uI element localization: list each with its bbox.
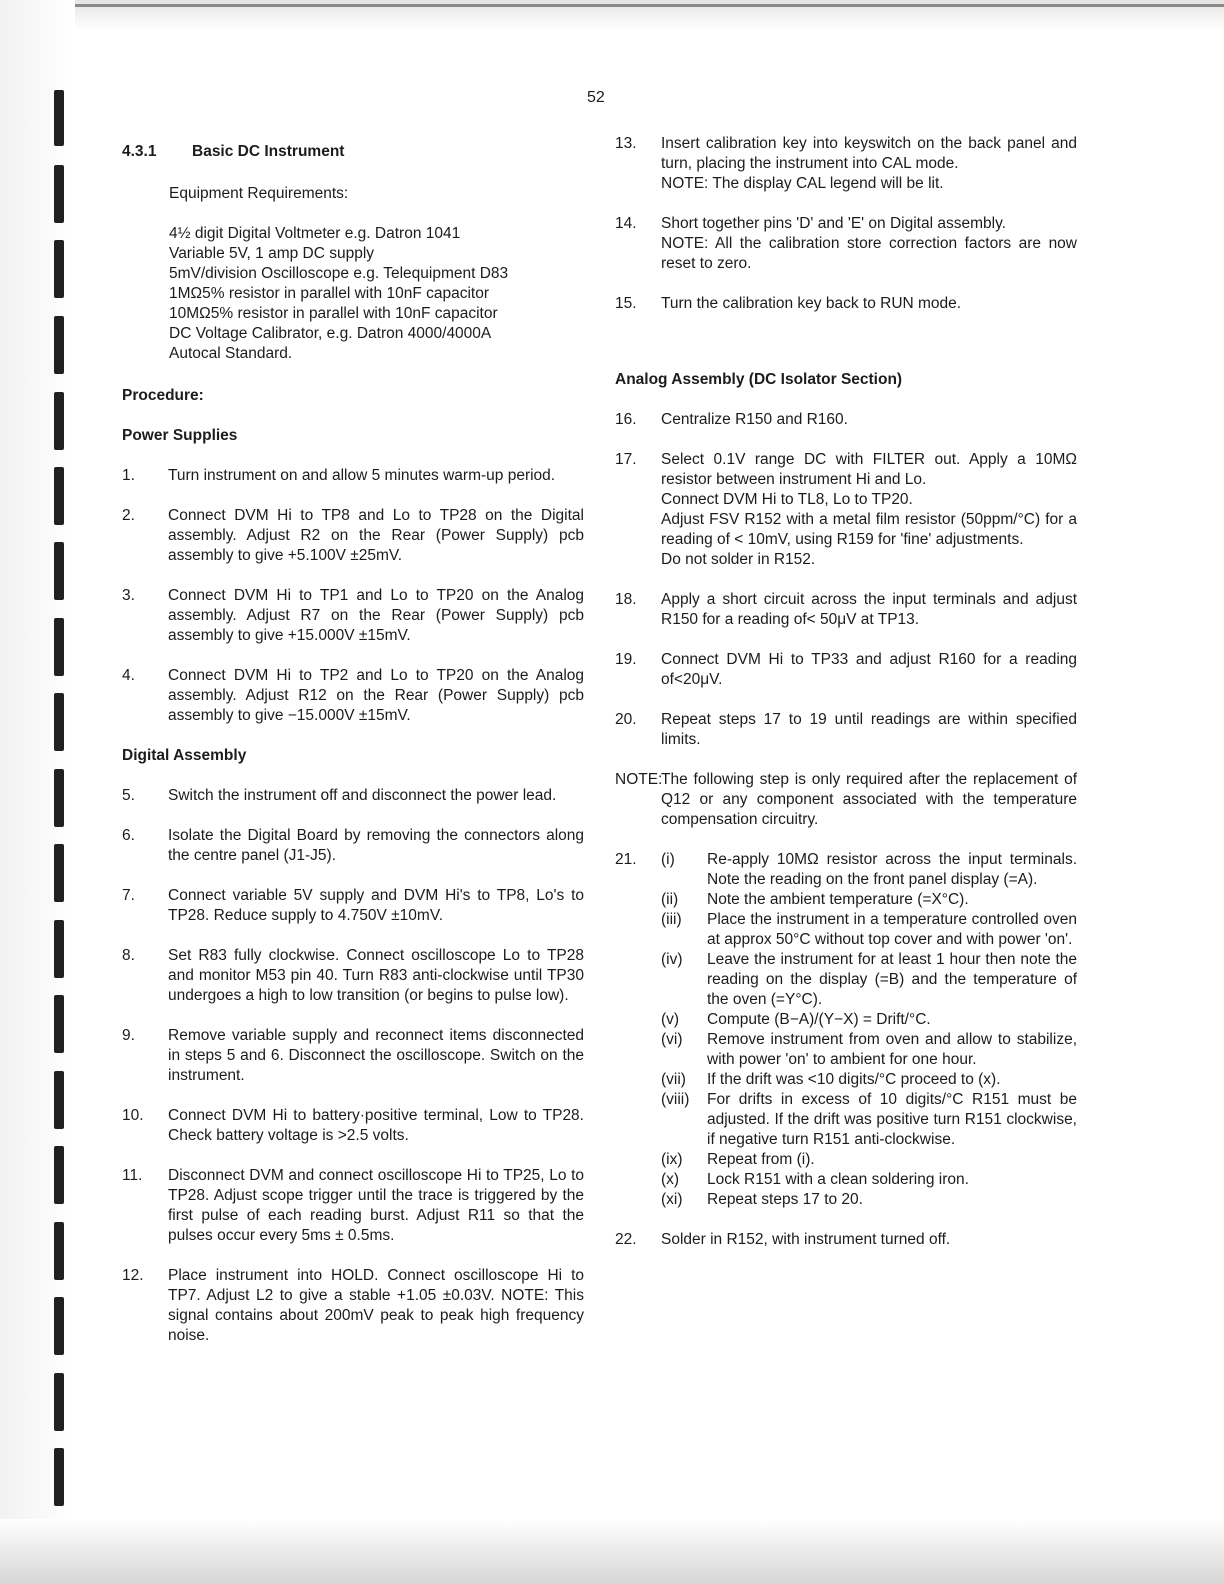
binding-hole — [54, 1146, 64, 1204]
procedure-step — [615, 214, 1077, 274]
step-extra: Adjust FSV R152 with a metal film resistor (50ppm/°C) for a reading of < 10mV, using R159 for 'fine' adjustments. — [661, 511, 1077, 548]
binding-edge — [0, 0, 75, 1584]
sub-step — [661, 1090, 1077, 1150]
binding-hole — [54, 1222, 64, 1280]
sub-step — [661, 850, 1077, 890]
procedure-step — [122, 1266, 584, 1346]
step-number: 14. — [615, 215, 637, 232]
step-number: 12. — [122, 1267, 144, 1284]
equipment-item: 10MΩ5% resistor in parallel with 10nF capacitor — [169, 305, 498, 322]
step-text: Turn the calibration key back to RUN mode. — [661, 295, 962, 312]
sub-step-number: (v) — [661, 1011, 680, 1028]
sub-step — [661, 1070, 1077, 1090]
step-text: Apply a short circuit across the input terminals and adjust R150 for a reading of< 50μV at TP13. — [661, 591, 1077, 628]
binding-hole — [54, 542, 64, 600]
procedure-step — [122, 886, 584, 926]
step-text: Connect DVM Hi to TP8 and Lo to TP28 on the Digital assembly. Adjust R2 on the Rear (Power Supply) pcb assembly to give +5.100V ±25mV. — [168, 507, 584, 564]
page-number: 52 — [587, 89, 605, 106]
binding-hole — [54, 920, 64, 978]
step-text: Connect DVM Hi to TP2 and Lo to TP20 on the Analog assembly. Adjust R12 on the Rear (Power Supply) pcb assembly to give −15.000V ±15mV. — [168, 667, 584, 724]
step-text: Select 0.1V range DC with FILTER out. Apply a 10MΩ resistor between instrument Hi and Lo. — [661, 451, 1077, 488]
step-number: 16. — [615, 411, 637, 428]
step-note: NOTE: The display CAL legend will be lit. — [661, 175, 944, 192]
step-text: Connect DVM Hi to TP33 and adjust R160 for a reading of<20μV. — [661, 651, 1077, 688]
binding-hole — [54, 693, 64, 751]
step-text: Set R83 fully clockwise. Connect oscilloscope Lo to TP28 and monitor M53 pin 40. Turn R83 anti-clockwise until TP30 undergoes a high to low transition (or begins to pulse low). — [168, 947, 584, 1004]
equipment-item: Variable 5V, 1 amp DC supply — [169, 245, 375, 262]
step-number: 19. — [615, 651, 637, 668]
binding-hole — [54, 1071, 64, 1129]
step-number: 9. — [122, 1027, 135, 1044]
procedure-step — [615, 650, 1077, 690]
step-text: Connect variable 5V supply and DVM Hi's to TP8, Lo's to TP28. Reduce supply to 4.750V ±10mV. — [168, 887, 584, 924]
step-body — [661, 214, 1077, 274]
procedure-step — [615, 294, 1077, 314]
step-note: NOTE: All the calibration store correction factors are now reset to zero. — [661, 235, 1077, 272]
procedure-step — [122, 946, 584, 1006]
sub-step — [661, 910, 1077, 950]
procedure-step — [122, 1106, 584, 1146]
step-number: 1. — [122, 467, 135, 484]
step-text: Connect DVM Hi to battery·positive terminal, Low to TP28. Check battery voltage is >2.5 volts. — [168, 1107, 584, 1144]
step-number: 8. — [122, 947, 135, 964]
procedure-step — [122, 826, 584, 866]
equipment-item: Autocal Standard. — [169, 345, 293, 362]
sub-step — [661, 1030, 1077, 1070]
step-text: Solder in R152, with instrument turned off. — [661, 1231, 951, 1248]
step-number: 21. — [615, 851, 637, 868]
step-text: Connect DVM Hi to TP1 and Lo to TP20 on the Analog assembly. Adjust R7 on the Rear (Power Supply) pcb assembly to give +15.000V ±15mV. — [168, 587, 584, 644]
analog-assembly-heading: Analog Assembly (DC Isolator Section) — [615, 371, 903, 388]
step-text: Insert calibration key into keyswitch on the back panel and turn, placing the instrument into CAL mode. — [661, 135, 1077, 172]
step-number: 18. — [615, 591, 637, 608]
section-number: 4.3.1 — [122, 143, 157, 160]
sub-step — [661, 1190, 1077, 1210]
step-number: 4. — [122, 667, 135, 684]
procedure-step — [122, 666, 584, 726]
binding-hole — [54, 316, 64, 374]
step-text: Short together pins 'D' and 'E' on Digital assembly. — [661, 215, 1006, 232]
binding-hole — [54, 844, 64, 902]
section-title: Basic DC Instrument — [192, 143, 345, 160]
step-text: Centralize R150 and R160. — [661, 411, 848, 428]
step-number: 20. — [615, 711, 637, 728]
note-block — [615, 770, 1077, 830]
digital-assembly-heading: Digital Assembly — [122, 747, 247, 764]
sub-step-number: (iii) — [661, 911, 682, 928]
step-text: Disconnect DVM and connect oscilloscope Hi to TP25, Lo to TP28. Adjust scope trigger until the trace is triggered by the first pulse of each reading burst. Adjust R11 so that the pulses occur every 5ms ± 0.5ms. — [168, 1167, 584, 1244]
step-text: Switch the instrument off and disconnect the power lead. — [168, 787, 557, 804]
procedure-step — [615, 450, 1077, 570]
procedure-step — [122, 466, 584, 486]
sub-step-number: (i) — [661, 851, 675, 868]
procedure-step — [615, 410, 1077, 430]
step-number: 6. — [122, 827, 135, 844]
binding-hole — [54, 240, 64, 298]
sub-step-text: Re-apply 10MΩ resistor across the input terminals. Note the reading on the front panel display (=A). — [707, 851, 1077, 888]
procedure-step — [122, 1166, 584, 1246]
sub-step-text: For drifts in excess of 10 digits/°C R151 must be adjusted. If the drift was positive turn R151 clockwise, if negative turn R151 anti-clockwise. — [707, 1091, 1077, 1148]
step-number: 10. — [122, 1107, 144, 1124]
step-number: 3. — [122, 587, 135, 604]
step-number: 22. — [615, 1231, 637, 1248]
sub-step-number: (vii) — [661, 1071, 686, 1088]
procedure-step — [615, 134, 1077, 194]
step-number: 5. — [122, 787, 135, 804]
step-text: Isolate the Digital Board by removing the connectors along the centre panel (J1-J5). — [168, 827, 584, 864]
scan-bottom-shadow — [0, 1519, 1224, 1584]
sub-step — [661, 890, 1077, 910]
step-extra: Do not solder in R152. — [661, 551, 816, 568]
sub-step — [661, 1010, 1077, 1030]
procedure-heading: Procedure: — [122, 387, 204, 404]
procedure-step — [122, 506, 584, 566]
equipment-list — [169, 224, 584, 364]
sub-step-number: (x) — [661, 1171, 680, 1188]
sub-step-text: Leave the instrument for at least 1 hour then note the reading on the display (=B) and the temperature of the oven (=Y°C). — [707, 951, 1077, 1008]
note-lead: NOTE: — [615, 771, 663, 788]
equipment-item: 4½ digit Digital Voltmeter e.g. Datron 1041 — [169, 225, 461, 242]
left-column — [122, 142, 584, 1366]
sub-step-number: (ii) — [661, 891, 679, 908]
equipment-item: 1MΩ5% resistor in parallel with 10nF capacitor — [169, 285, 489, 302]
step-number: 11. — [122, 1167, 143, 1184]
step-text: Remove variable supply and reconnect items disconnected in steps 5 and 6. Disconnect the oscilloscope. Switch on the instrument. — [168, 1027, 584, 1084]
step-number: 7. — [122, 887, 135, 904]
equipment-item: DC Voltage Calibrator, e.g. Datron 4000/4000A — [169, 325, 492, 342]
sub-step-text: If the drift was <10 digits/°C proceed to (x). — [707, 1071, 1001, 1088]
equipment-item: 5mV/division Oscilloscope e.g. Telequipment D83 — [169, 265, 509, 282]
step-number: 15. — [615, 295, 637, 312]
sub-step-text: Compute (B−A)/(Y−X) = Drift/°C. — [707, 1011, 931, 1028]
sub-step-number: (vi) — [661, 1031, 683, 1048]
step-text: Repeat steps 17 to 19 until readings are within specified limits. — [661, 711, 1077, 748]
step-extra: Connect DVM Hi to TL8, Lo to TP20. — [661, 491, 913, 508]
procedure-step — [615, 710, 1077, 750]
equipment-title: Equipment Requirements: — [169, 185, 349, 202]
step-number: 2. — [122, 507, 135, 524]
section-heading — [122, 142, 584, 162]
sub-step-number: (ix) — [661, 1151, 683, 1168]
sub-step-text: Place the instrument in a temperature controlled oven at approx 50°C without top cover and with power 'on'. — [707, 911, 1077, 948]
right-column — [615, 134, 1077, 1270]
scan-top-edge — [0, 4, 1224, 7]
binding-hole — [54, 1373, 64, 1431]
sub-step-text: Repeat steps 17 to 20. — [707, 1191, 863, 1208]
step-body — [661, 134, 1077, 194]
power-supplies-heading: Power Supplies — [122, 427, 238, 444]
procedure-step — [122, 786, 584, 806]
procedure-step — [122, 586, 584, 646]
sub-step-text: Lock R151 with a clean soldering iron. — [707, 1171, 969, 1188]
sub-step-text: Note the ambient temperature (=X°C). — [707, 891, 969, 908]
binding-hole — [54, 618, 64, 676]
sub-step-number: (iv) — [661, 951, 683, 968]
binding-hole — [54, 1297, 64, 1355]
step-number: 17. — [615, 451, 637, 468]
procedure-step — [122, 1026, 584, 1086]
sub-step-number: (viii) — [661, 1091, 690, 1108]
procedure-step — [615, 1230, 1077, 1250]
sub-step — [661, 1170, 1077, 1190]
sub-step-list — [661, 850, 1077, 1210]
binding-hole — [54, 769, 64, 827]
sub-step-number: (xi) — [661, 1191, 683, 1208]
binding-hole — [54, 392, 64, 450]
step-number: 13. — [615, 135, 637, 152]
procedure-step — [615, 590, 1077, 630]
note-text: The following step is only required after the replacement of Q12 or any component associated with the temperature compensation circuitry. — [661, 771, 1077, 828]
binding-hole — [54, 995, 64, 1053]
step-body — [661, 450, 1077, 570]
binding-hole — [54, 90, 64, 146]
binding-hole — [54, 1448, 64, 1506]
sub-step — [661, 950, 1077, 1010]
step-text: Place instrument into HOLD. Connect oscilloscope Hi to TP7. Adjust L2 to give a stable +1.05 ±0.03V. NOTE: This signal contains about 200mV peak to peak high frequency noise. — [168, 1267, 584, 1344]
binding-hole — [54, 165, 64, 223]
binding-hole — [54, 467, 64, 525]
sub-step-text: Repeat from (i). — [707, 1151, 815, 1168]
sub-step-text: Remove instrument from oven and allow to stabilize, with power 'on' to ambient for one hour. — [707, 1031, 1077, 1068]
step-text: Turn instrument on and allow 5 minutes warm-up period. — [168, 467, 556, 484]
procedure-step-21 — [615, 850, 1077, 1210]
sub-step — [661, 1150, 1077, 1170]
